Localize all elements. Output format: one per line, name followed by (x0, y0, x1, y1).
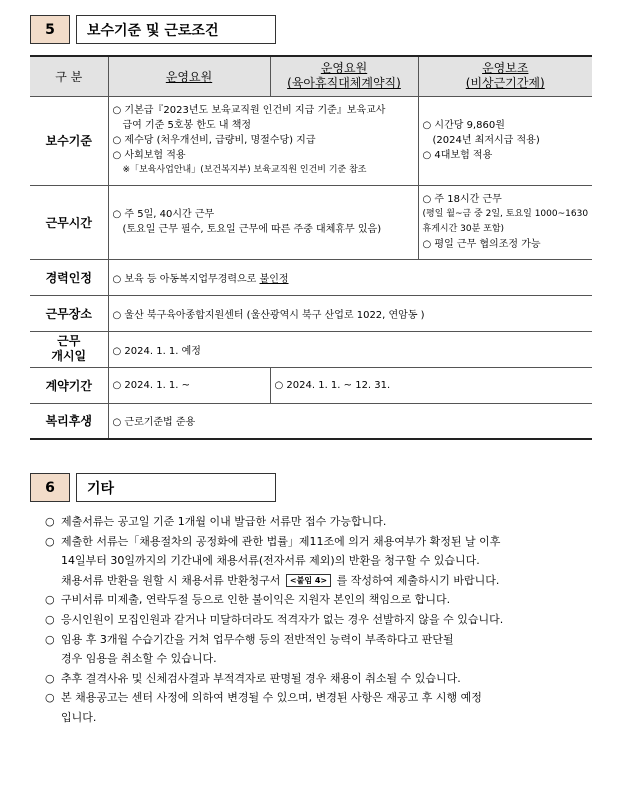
table-row-hours (30, 185, 592, 259)
table-row-place (30, 295, 592, 331)
list-item: ○ 구비서류 미제출, 연락두절 등으로 인한 불이익은 지원자 본인의 책임으로 합니다. (45, 593, 451, 607)
section-6-number: 6 (30, 473, 70, 502)
career-unrecognized: 불인정 (259, 273, 289, 285)
list-item-continuation: 입니다. (61, 710, 97, 724)
place-cell: ○ 울산 북구육아종합지원센터 (울산광역시 북구 산업로 1022, 연암동 ) (108, 295, 592, 331)
header-operator: 운영요원 (108, 56, 270, 96)
row-label-welfare: 복리후생 (30, 403, 108, 439)
header-category: 구 분 (30, 56, 108, 96)
pay-operator-cell: ○ 기본급『2023년도 보육교직원 인건비 지급 기준』보육교사 급여 기준 5호봉 한도 내 책정 ○ 제수당 (처우개선비, 급량비, 명절수당) 지급 ○ 사회보험 적용 ※「보육사업안내」(보건복지부) 보육교직원 인건비 기준 참조 (108, 96, 418, 185)
pay-assistant-cell: ○ 시간당 9,860원 (2024년 최저시급 적용) ○ 4대보험 적용 (418, 96, 592, 185)
row-label-hours: 근무시간 (30, 185, 108, 259)
notes-list (45, 512, 585, 728)
list-item: ○ 본 채용공고는 센터 사정에 의하여 변경될 수 있으며, 변경된 사항은 재공고 후 시행 예정 (45, 691, 482, 705)
hours-operator-cell: ○ 주 5일, 40시간 근무 (토요일 근무 필수, 토요일 근무에 따른 주중 대체휴무 있음) (108, 185, 418, 259)
list-item: ○ 제출한 서류는「채용절차의 공정화에 관한 법률」제11조에 의거 채용여부가 확정된 날 이후 (45, 534, 501, 548)
header-operator-temp: 운영요원 (육아휴직대체계약직) (270, 56, 418, 96)
section-6-title: 기타 (76, 473, 276, 502)
list-item: ○ 임용 후 3개월 수습기간을 거쳐 업무수행 등의 전반적인 능력이 부족하다고 판단될 (45, 632, 454, 646)
list-item-continuation: 경우 임용을 취소할 수 있습니다. (61, 652, 217, 666)
list-item: ○ 제출서류는 공고일 기준 1개월 이내 발급한 서류만 접수 가능합니다. (45, 515, 387, 528)
list-item: ○ 추후 결격사유 및 신체검사결과 부적격자로 판명될 경우 채용이 취소될 수 있습니다. (45, 671, 461, 685)
row-label-place: 근무장소 (30, 295, 108, 331)
row-label-start: 근무 개시일 (30, 331, 108, 367)
section-5-number: 5 (30, 15, 70, 44)
row-label-career: 경력인정 (30, 259, 108, 295)
welfare-cell: ○ 근로기준법 준용 (108, 403, 592, 439)
period-temp-cell: ○ 2024. 1. 1. ~ 12. 31. (270, 367, 592, 403)
list-item-continuation: 채용서류 반환을 원할 시 채용서류 반환청구서 <붙임 4> 를 작성하여 제출하시기 바랍니다. (61, 573, 500, 587)
start-cell: ○ 2024. 1. 1. 예정 (108, 331, 592, 367)
period-operator-cell: ○ 2024. 1. 1. ~ (108, 367, 270, 403)
section-5-title: 보수기준 및 근로조건 (76, 15, 276, 44)
table-row-welfare (30, 403, 592, 439)
row-label-pay: 보수기준 (30, 96, 108, 185)
row-label-period: 계약기간 (30, 367, 108, 403)
career-cell: ○ 보육 등 아동복지업무경력으로 불인정 (108, 259, 592, 295)
table-row-period (30, 367, 592, 403)
section-5-header (30, 15, 276, 44)
list-item: ○ 응시인원이 모집인원과 같거나 미달하더라도 적격자가 없는 경우 선발하지 않을 수 있습니다. (45, 612, 504, 626)
header-assistant: 운영보조 (비상근기간제) (418, 56, 592, 96)
list-item-continuation: 14일부터 30일까지의 기간내에 채용서류(전자서류 제외)의 반환을 청구할 수 있습니다. (61, 554, 480, 568)
table-header-row (30, 56, 592, 96)
table-row-start (30, 331, 592, 367)
table-row-career (30, 259, 592, 295)
hours-assistant-cell: ○ 주 18시간 근무 (평일 월~금 중 2일, 토요일 1000~1630 휴게시간 30분 포함) ○ 평일 근무 협의조정 가능 (418, 185, 592, 259)
table-row-pay (30, 96, 592, 185)
conditions-table (30, 55, 592, 440)
attachment-tag: <붙임 4> (286, 574, 331, 587)
section-6-header (30, 473, 276, 502)
